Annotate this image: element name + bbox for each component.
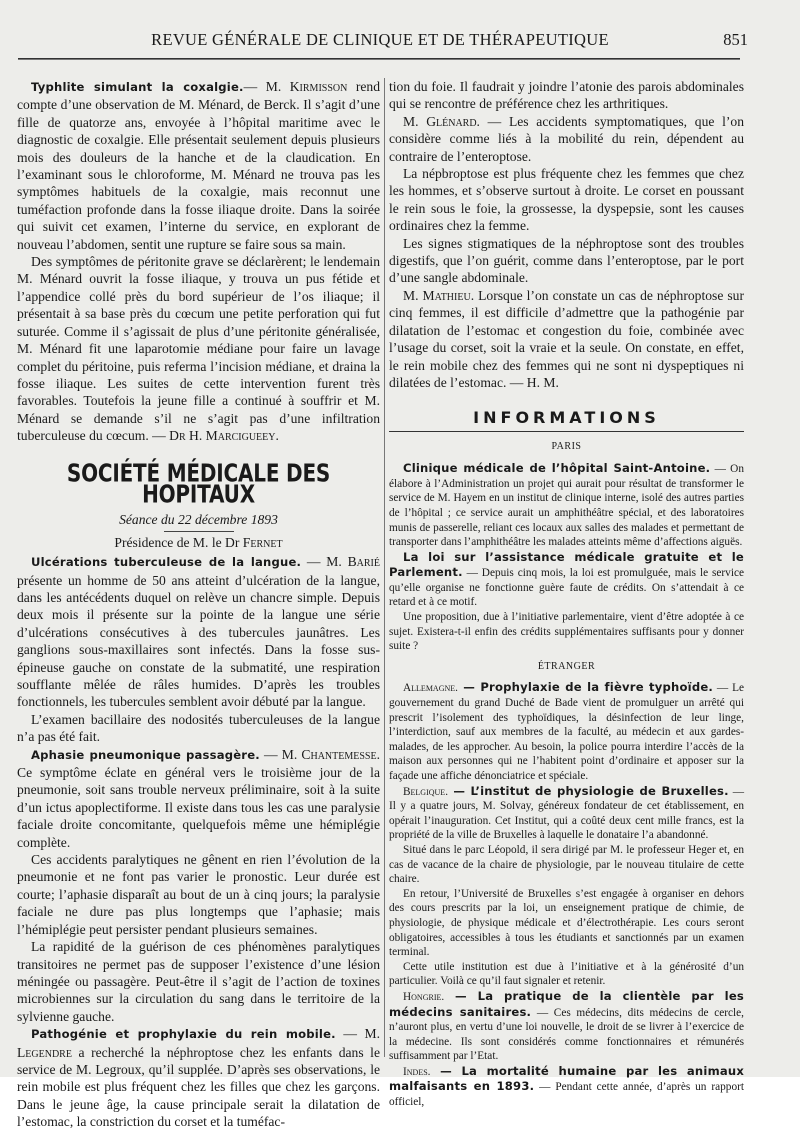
news-title: Clinique médicale de l’hôpital Saint-Antoine. <box>403 461 711 476</box>
article-typhlite: Typhlite simulant la coxalgie.— M. Kirmisson rend compte d’une observation de M. Ménard, de Berck. Il s’agit d’une fille de quatorze ans, envoyée à l’hôpital maritime avec le diagnostic de coxalgie. Elle présentait seulement depuis plusieurs mois des douleurs de la hanche et de la claudication. En l’examinant sous le chloroforme, M. Ménard ne trouva pas les symptômes habituels de la coxalgie, mais reconnut une tuméfaction profonde dans la fosse iliaque droite. Dans la soirée qui suivit cet examen, l’interne du service, en explorant de nouveau l’abdomen, sentit une rupture se faire sous sa main. <box>17 79 380 252</box>
running-title: REVUE GÉNÉRALE DE CLINIQUE ET DE THÉRAPEUTIQUE <box>151 30 609 49</box>
paragraph: La rapidité de la guérison de ces phénomènes paralytiques transitoires ne permet pas de supposer l’existence d’une lésion méningée ou passagère. Peut-être il s’agit de l’action de toxines microbiennes sur la circulation du sang dans le territoire de la sylvienne gauche. <box>17 939 380 1024</box>
article-ulcerations: Ulcérations tuberculeuse de la langue. — M. Barié présente un homme de 50 ans atteint d’ulcération de la langue, dans les antécédents duquel on relève un chancre simple. Depuis deux mois il présente sur la pointe de la langue une série d’ulcérations consécutives à des tubercules jaunâtres. Les ganglions sous-maxillaires sont infectés. Dans la fosse sus-épineuse gauche on constate de la submatité, une respiration soufflante mêlée de râles humides. D’après les troubles fonctionnels, les tubercules semblent avoir débuté par la langue. <box>17 554 380 710</box>
paragraph: Situé dans le parc Léopold, il sera dirigé par M. le professeur Heger et, en cas de vacance de la chaire de physiologie, par le nouveau titulaire de cette chaire. <box>389 843 744 886</box>
informations-title: INFORMATIONS <box>473 408 660 428</box>
article-title: Typhlite simulant la coxalgie. <box>31 80 244 94</box>
news-item: Allemagne. — Prophylaxie de la fièvre typhoïde. — Le gouvernement du grand Duché de Bade vient de promulguer un arrêté qui prescrit l’isolement des typhoïdiques, la désinfection de leur linge, l’interdiction, sauf aux membres de la faculté, au médecin et aux gardes-malades, de les approcher. Au besoin, la police pourra interdire l’accès de la maison aux personnes qui ne l’habitent point d’ordinaire et apposer sur la façade une affiche dénonciatrice et spéciale. <box>389 680 744 782</box>
news-item: Indes. — La mortalité humaine par les animaux malfaisants en 1893. — Pendant cette année, d’après un rapport officiel, <box>389 1063 744 1109</box>
country-name: Hongrie. <box>403 990 445 1003</box>
subsection-etranger: ÉTRANGER <box>537 660 596 672</box>
news-item: Hongrie. — La pratique de la clientèle par les médecins sanitaires. — Ces médecins, dits médecins de cercle, n’auront plus, en vertu d’une loi nouvelle, le droit de se livrer à l’exercice de la médecine. Ils sont considérés comme fonctionnaires et rémunérés suffisamment par l’Etat. <box>389 988 744 1063</box>
president-name: Fernet <box>242 534 283 550</box>
column-divider <box>384 78 385 1057</box>
paragraph: Ces accidents paralytiques ne gênent en rien l’évolution de la pneumonie et ne font pas varier le pronostic. Leur durée est courte; l’aphasie disparaît au bout de un à cinq jours; la paralysie faciale ne dure pas plus longtemps que l’aphasie; mais l’hémiplégie peut persister pendant plusieurs semaines. <box>17 852 380 937</box>
author-name: Glénard. <box>426 113 480 129</box>
paragraph: La népbroptose est plus fréquente chez les femmes que chez les hommes, et s’observe surtout à droite. Le corset en poussant le rein sous le foie, la grossesse, la dyspepsie, sont les causes ordinaires chez la femme. <box>389 166 744 234</box>
section-title: SOCIÉTÉ MÉDICALE DES HOPITAUX <box>66 457 331 509</box>
paragraph: tion du foie. Il faudrait y joindre l’atonie des parois abdominales qui se rencontre de préférence chez les arthritiques. <box>389 79 744 112</box>
news-item: Clinique médicale de l’hôpital Saint-Antoine. — On élabore à l’Administration un projet qui aurait pour résultat de transformer le service de M. Hayem en un institut de clinique interne, isolé des autres parties de l’hôpital ; ce service aurait un amphithéâtre spécial, et des laboratoires munis de passerelle, reliant ces locaux aux salles des malades et permettant de transporter dans l’amphithéâtre les malades atteints même d’affections aiguës. <box>389 461 744 549</box>
paragraph: Des symptômes de péritonite grave se déclarèrent; le lendemain M. Ménard ouvrit la fosse iliaque, y trouva un pus fétide et l’appendice collé près du bord supérieur de l’os iliaque; il présentait à sa base près du cœcum une petite perforation qui fut suturée. Comme il s’agissait de plus d’une péritonite généralisée, M. Ménard fit une laparotomie médiane pour faire un lavage complet du péritoine, puis referma l’incision médiane, et draina la fosse iliaque. Les suites de cette intervention furent très favorables. Toutefois la jeune fille a continué à souffrir et M. Ménard se demande s’il ne s’agit pas d’une infiltration tuberculeuse du cœcum. — Dr H. Marcigueey. <box>17 254 380 444</box>
informations-rule <box>389 431 744 432</box>
paragraph: En retour, l’Université de Bruxelles s’est engagée à organiser en dehors des cours prescrits par la loi, un enseignement pratique de chimie, de physiologie, de physique médicale et d’électrothérapie. Les cours seront obligatoires, accessibles à tous les étudiants et sanctionnés par un examen terminal. <box>389 887 744 959</box>
running-header <box>0 26 800 50</box>
article-aphasie: Aphasie pneumonique passagère. — M. Chantemesse. Ce symptôme éclate en général vers le troisième jour de la pneumonie, soit sans trouble nerveux préliminaire, soit à la suite d’un ictus apoplectiforme. Il existe dans tous les cas une paralysie faciale droite concomitante, quelquefois même une hémiplégie complète. <box>17 746 380 850</box>
right-column <box>389 78 745 1109</box>
country-name: Indes. <box>403 1065 431 1078</box>
paragraph: M. Mathieu. Lorsque l’on constate un cas de néphroptose sur cinq femmes, il est difficile d’admettre que la pathogénie par dilatation de l’estomac et congestion du foie, combinée avec l’usage du corset, soit la vraie et la seule. On constate, en effet, le rein mobile chez des femmes qui ne sont ni dyspeptiques ni dilatées de l’estomac. — H. M. <box>389 287 744 390</box>
paragraph: Cette utile institution est due à l’initiative et à la générosité d’un particulier. Voilà ce qu’il faut signaler et retenir. <box>389 960 744 988</box>
article-title: Ulcérations tuberculeuse de la langue. <box>31 555 302 570</box>
seance-date: Séance du 22 décembre 1893 <box>119 512 278 528</box>
news-title: — La pratique de la clientèle par les médecins sanitaires. <box>389 988 744 1019</box>
news-title: La loi sur l’assistance médicale gratuite et le Parlement. <box>389 549 744 580</box>
news-item: Belgique. — L’institut de physiologie de Bruxelles. — Il y a quatre jours, M. Solvay, généreux fondateur de cet établissement, en opérait l’inauguration. Cet Institut, qui a coûté deux cent mille francs, est la propriété de la ville de Bruxelles à laquelle le donataire l’a abandonné. <box>389 783 745 842</box>
author-name: Barié <box>347 554 380 570</box>
country-name: Allemagne. <box>403 682 458 695</box>
header-rule <box>18 58 740 60</box>
left-column <box>17 78 380 1130</box>
informations-body <box>389 461 744 1110</box>
author-name: Legendre <box>17 1044 72 1060</box>
article-title: Pathogénie et prophylaxie du rein mobile. <box>31 1027 336 1042</box>
paragraph: Une proposition, due à l’initiative parlementaire, vient d’être adoptée à ce sujet. Existera-t-il enfin des crédits supplémentaires suffisants pour y donner suite ? <box>389 611 744 653</box>
country-name: Belgique. <box>403 785 449 798</box>
paragraph: Les signes stigmatiques de la néphroptose sont des troubles digestifs, que l’on guérit, comme dans l’enteroptose, par le port d’une sangle abdominale. <box>389 235 744 286</box>
subsection-paris: PARIS <box>551 440 582 452</box>
article-title: Aphasie pneumonique passagère. <box>31 747 260 762</box>
news-title: — L’institut de physiologie de Bruxelles. <box>448 783 729 798</box>
author-name: Kirmisson <box>289 79 348 94</box>
presidence-line: Présidence de M. le Dr Fernet <box>114 534 283 550</box>
news-title: — Prophylaxie de la fièvre typhoïde. <box>457 680 714 695</box>
author-name: Mathieu. <box>422 287 475 303</box>
news-title: — La mortalité humaine par les animaux malfaisants en 1893. <box>389 1063 744 1094</box>
author-name: Chantemesse. <box>301 746 380 762</box>
article-rein-mobile: Pathogénie et prophylaxie du rein mobile. — M. Legendre a recherché la néphroptose chez les enfants dans le service de M. Legroux, qu’il supplée. D’après ses observations, le rein mobile est plus fréquent chez les filles que chez les garçons. Dans le jeune âge, la cause principale serait la dilatation de l’estomac, la constriction du corset et la tuméfac- <box>17 1026 380 1130</box>
paragraph: M. Glénard. — Les accidents symptomatiques, que l’on considère comme liés à la mobilité du rein, dépendent au contraire de l’enteroptose. <box>389 113 744 164</box>
paragraph: L’examen bacillaire des nodosités tuberculeuses de la langue n’a pas été fait. <box>17 711 380 745</box>
signature: Dr H. Marcigueey. <box>169 428 279 444</box>
news-item: La loi sur l’assistance médicale gratuite et le Parlement. — Depuis cinq mois, la loi est promulguée, mais le service qu’elle organise ne fonctionne guère faute de crédits. On s’attendait à ce retard et à ce motif. <box>389 549 744 609</box>
page-number: 851 <box>723 30 748 49</box>
short-rule <box>164 531 234 532</box>
